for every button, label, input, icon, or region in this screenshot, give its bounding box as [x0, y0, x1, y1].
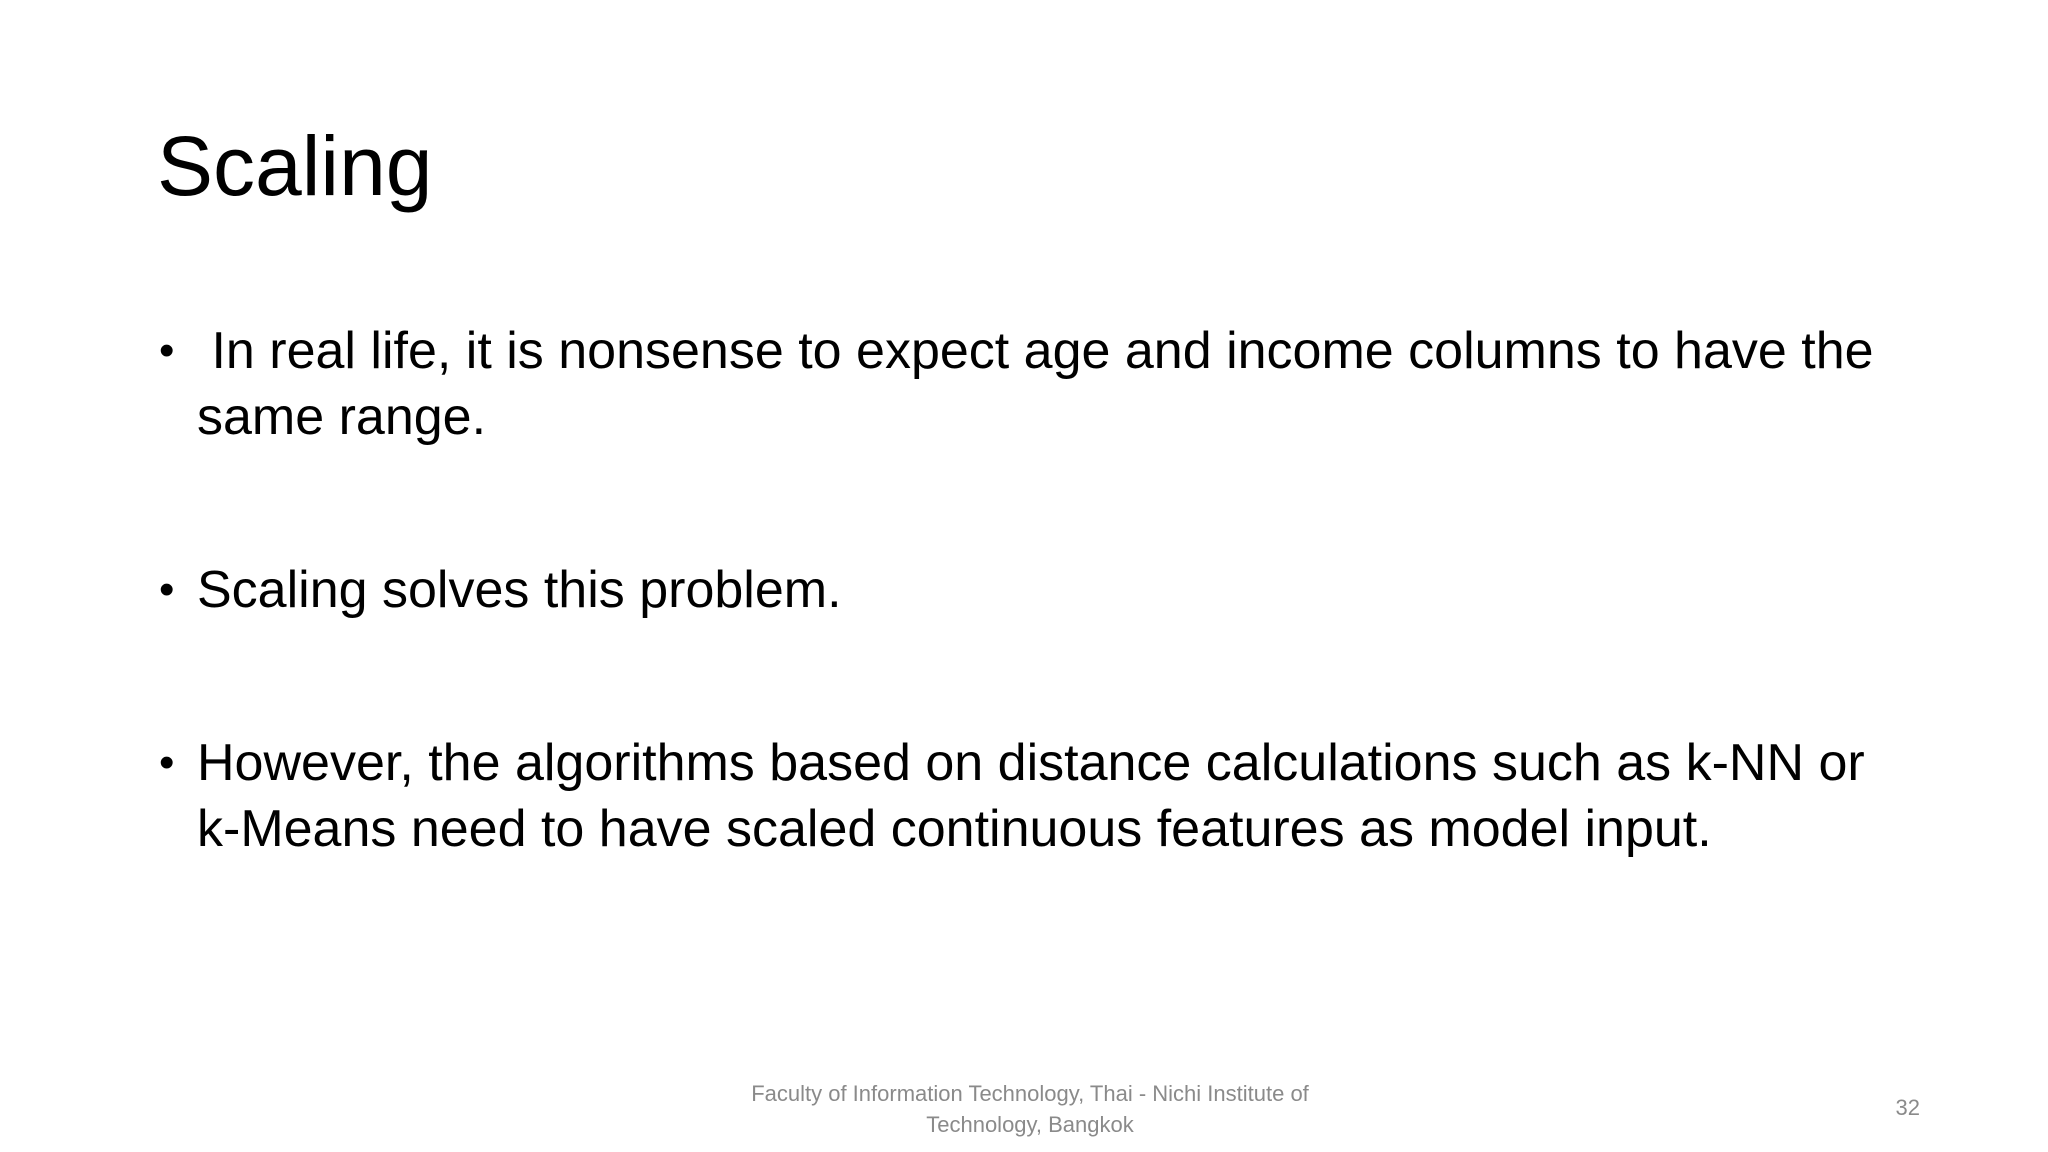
bullet-marker: • — [159, 565, 175, 614]
bullet-item — [157, 730, 1917, 862]
bullet-text: In real life, it is nonsense to expect age and income columns to have the same range. — [197, 322, 1889, 446]
bullet-text: However, the algorithms based on distance calculations such as k-NN or k-Means need to have scaled continuous features as model input. — [197, 734, 1865, 858]
bullet-marker: • — [159, 738, 175, 787]
bullet-item — [157, 318, 1917, 450]
bullet-text: Scaling solves this problem. — [197, 561, 842, 619]
bullet-marker: • — [159, 326, 175, 375]
slide-footer: Faculty of Information Technology, Thai - Nichi Institute of Technology, Bangkok — [751, 1081, 1309, 1137]
bullet-item — [157, 557, 1917, 623]
bullet-list — [157, 318, 1917, 862]
slide-title: Scaling — [157, 119, 433, 213]
page-number: 32 — [1895, 1095, 1920, 1120]
